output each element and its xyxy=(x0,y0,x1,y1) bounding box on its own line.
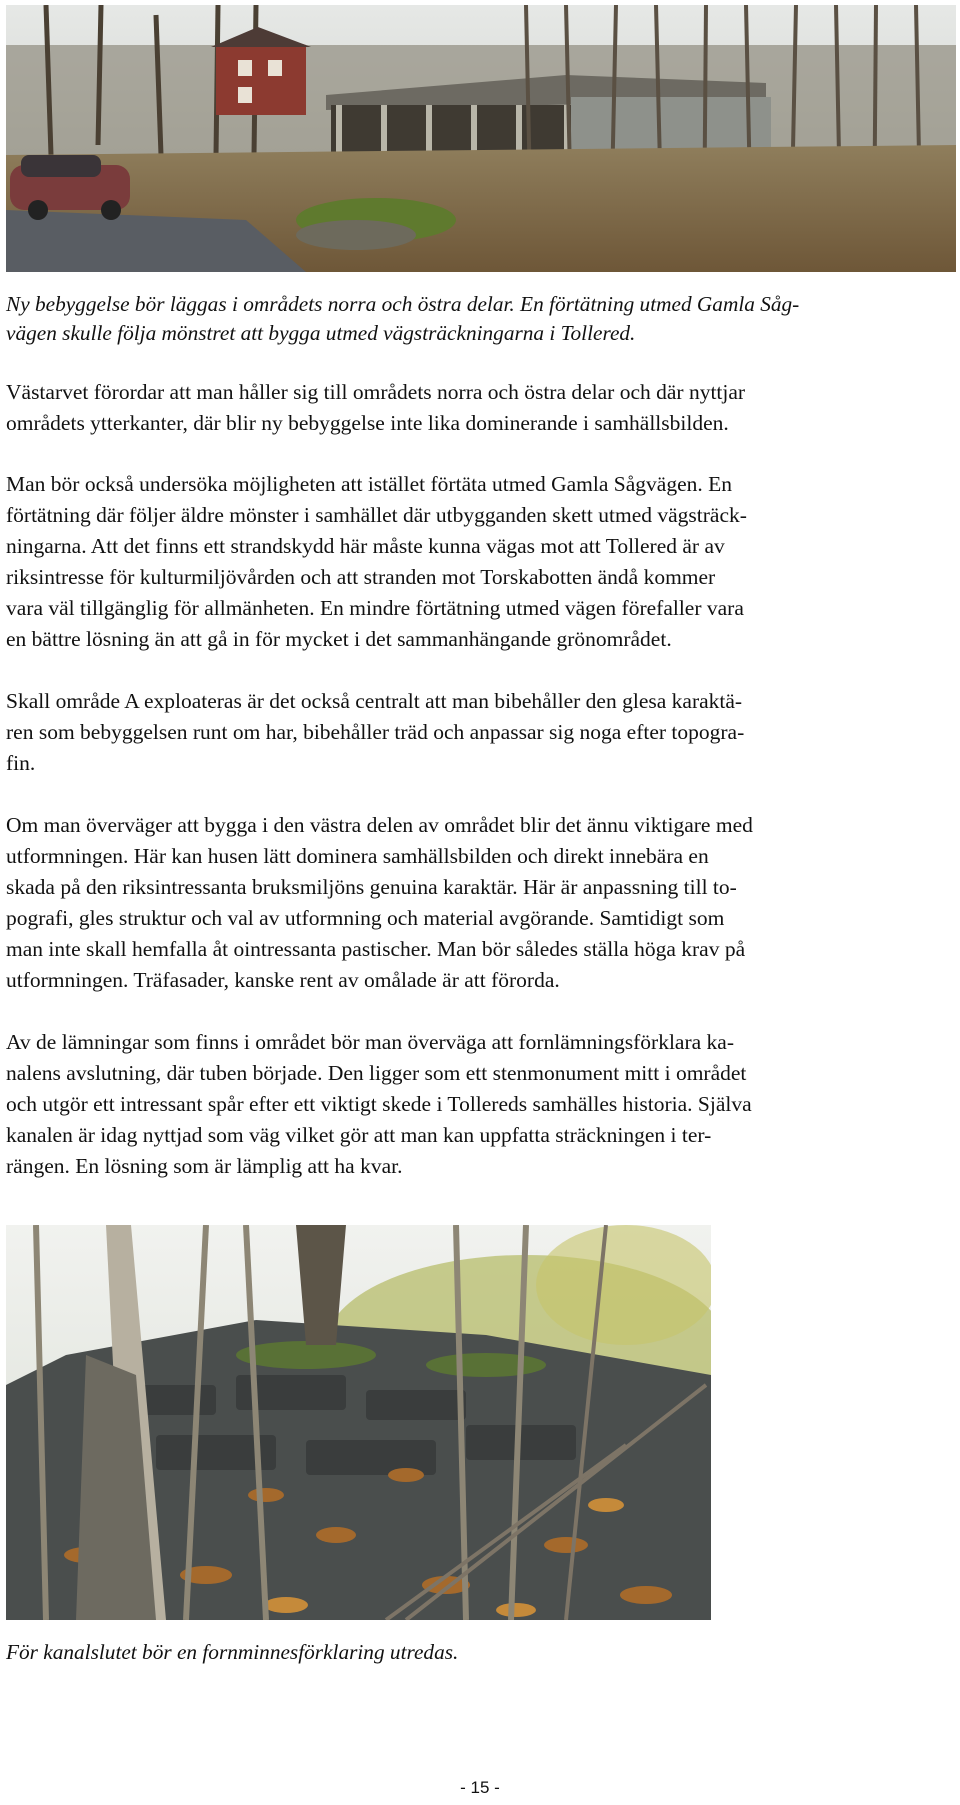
top-photo xyxy=(6,5,956,272)
text-line: fin. xyxy=(6,751,36,775)
paragraph xyxy=(6,686,956,779)
paragraph xyxy=(6,810,956,996)
paragraph xyxy=(6,377,956,439)
text-line: Västarvet förordar att man håller sig till områdets norra och östra delar och där nyttjar xyxy=(6,380,746,404)
text-line: utformningen. Här kan husen lätt dominera samhällsbilden och direkt innebära en xyxy=(6,844,709,868)
photo-road-house-sheds xyxy=(6,5,956,272)
text-line: ren som bebyggelsen runt om har, bibehåller träd och anpassar sig noga efter topogra- xyxy=(6,720,745,744)
text-line: utformningen. Träfasader, kanske rent av omålade är att förorda. xyxy=(6,968,560,992)
text-line: skada på den riksintressanta bruksmiljöns genuina karaktär. Här är anpassning till to- xyxy=(6,875,737,899)
text-line: Man bör också undersöka möjligheten att istället förtäta utmed Gamla Sågvägen. En xyxy=(6,472,733,496)
top-photo-caption xyxy=(6,290,942,348)
paragraph xyxy=(6,1027,956,1182)
text-line: vara väl tillgänglig för allmänheten. En mindre förtätning utmed vägen förefaller vara xyxy=(6,596,744,620)
text-line: nalens avslutning, där tuben började. Den ligger som ett stenmonument mitt i området xyxy=(6,1061,747,1085)
page-number: - 15 - xyxy=(460,1778,500,1797)
text-line: man inte skall hemfalla åt ointressanta pastischer. Man bör således ställa höga krav på xyxy=(6,937,746,961)
text-line: riksintresse för kulturmiljövården och att stranden mot Torskabotten ändå kommer xyxy=(6,565,716,589)
photo-stone-monument xyxy=(6,1225,711,1620)
text-line: en bättre lösning än att gå in för mycket i det sammanhängande grönområdet. xyxy=(6,627,672,651)
caption-line: Ny bebyggelse bör läggas i områdets norra och östra delar. En förtätning utmed Gamla Såg- xyxy=(6,292,800,316)
bottom-photo-caption: För kanalslutet bör en fornminnesförklaring utredas. xyxy=(6,1640,459,1664)
bottom-photo xyxy=(6,1225,711,1620)
text-line: områdets ytterkanter, där blir ny bebyggelse inte lika dominerande i samhällsbilden. xyxy=(6,411,729,435)
text-line: Av de lämningar som finns i området bör man överväga att fornlämningsförklara ka- xyxy=(6,1030,734,1054)
text-line: pografi, gles struktur och val av utformning och material avgörande. Samtidigt som xyxy=(6,906,725,930)
text-line: Om man överväger att bygga i den västra delen av området blir det ännu viktigare med xyxy=(6,813,753,837)
text-line: och utgör ett intressant spår efter ett viktigt skede i Tollereds samhälles historia. Själva xyxy=(6,1092,752,1116)
text-line: förtätning där följer äldre mönster i samhället där utbygganden skett utmed vägsträck- xyxy=(6,503,747,527)
text-line: rängen. En lösning som är lämplig att ha kvar. xyxy=(6,1154,403,1178)
text-line: kanalen är idag nyttjad som väg vilket gör att man kan uppfatta sträckningen i ter- xyxy=(6,1123,712,1147)
text-line: Skall område A exploateras är det också centralt att man bibehåller den glesa karaktä- xyxy=(6,689,743,713)
paragraph xyxy=(6,469,956,655)
text-line: ningarna. Att det finns ett strandskydd här måste kunna vägas mot att Tollered är av xyxy=(6,534,725,558)
caption-line: vägen skulle följa mönstret att bygga utmed vägsträckningarna i Tollered. xyxy=(6,321,636,345)
